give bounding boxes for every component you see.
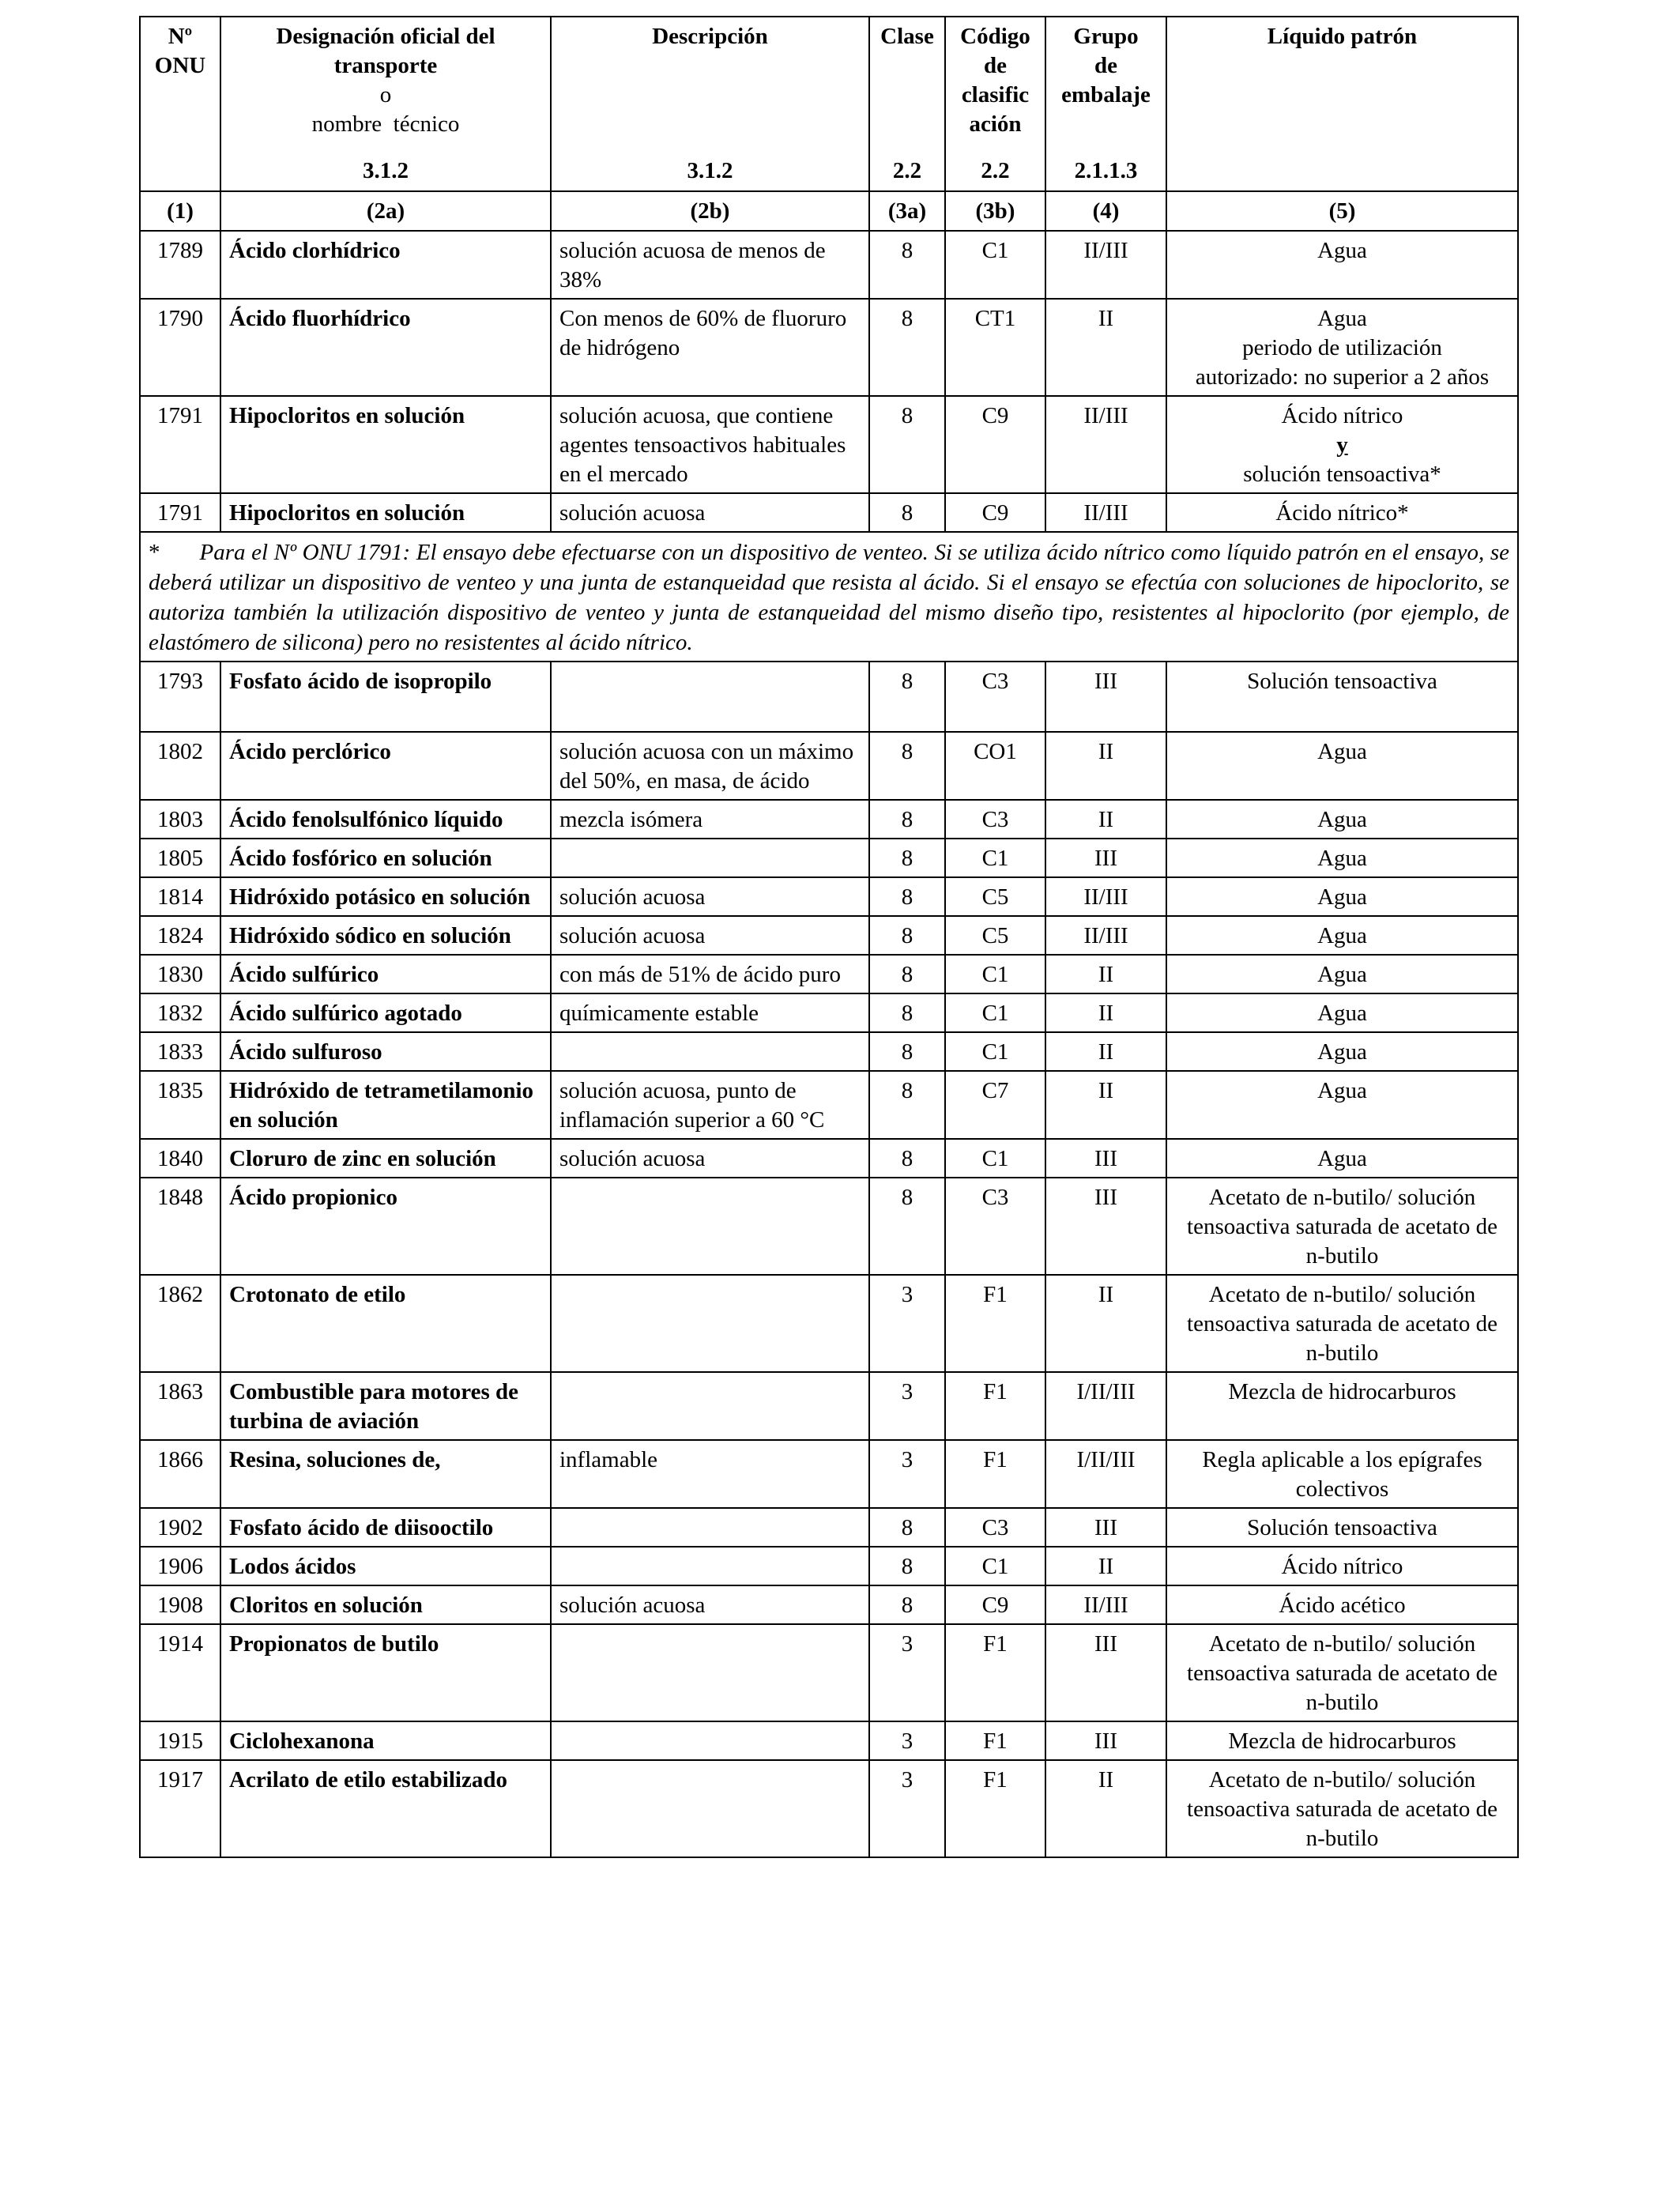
column-number: (5) <box>1166 191 1518 231</box>
class-cell: 8 <box>869 493 945 532</box>
standard-liquid-line: Acetato de n-butilo/ solución tensoactiva saturada de acetato de n-butilo <box>1187 1767 1497 1851</box>
classification-code-cell: C1 <box>945 1547 1045 1585</box>
designation-cell: Crotonato de etilo <box>220 1275 551 1372</box>
header-code-ref: 2.2 <box>981 158 1010 183</box>
designation-cell: Ácido sulfuroso <box>220 1032 551 1071</box>
class-cell: 8 <box>869 231 945 299</box>
standard-liquid-cell <box>1166 1760 1518 1857</box>
un-number-cell: 1832 <box>140 993 220 1032</box>
table-row <box>140 1178 1518 1275</box>
table-row <box>140 877 1518 916</box>
class-cell: 8 <box>869 1547 945 1585</box>
description-cell: con más de 51% de ácido puro <box>551 955 869 993</box>
header-group-ref: 2.1.1.3 <box>1074 158 1138 183</box>
un-number-cell: 1802 <box>140 732 220 800</box>
classification-code-cell: F1 <box>945 1624 1045 1721</box>
packing-group-cell: II <box>1045 1547 1166 1585</box>
classification-code-cell: F1 <box>945 1440 1045 1508</box>
standard-liquid-line: Agua <box>1317 1146 1367 1171</box>
column-number: (4) <box>1045 191 1166 231</box>
description-cell: solución acuosa <box>551 877 869 916</box>
table-row <box>140 955 1518 993</box>
note-text: Para el Nº ONU 1791: El ensayo debe efectuarse con un dispositivo de venteo. Si se utiliza ácido nítrico como líquido patrón en el ensayo, se deberá utilizar un dispositivo de venteo y una junta de estanqueidad que resista al ácido. Si el ensayo se efectúa con soluciones de hipoclorito, se autoriza también la utilización dispositivo de venteo y junta de estanqueidad del mismo diseño tipo, resistentes al hipoclorito (por ejemplo, de elastómero de silicona) pero no resistentes al ácido nítrico. <box>149 540 1509 655</box>
description-cell: Con menos de 60% de fluoruro de hidrógeno <box>551 299 869 396</box>
column-number: (3a) <box>869 191 945 231</box>
classification-code-cell: C5 <box>945 877 1045 916</box>
rows-after-note <box>140 662 1518 1857</box>
standard-liquid-cell <box>1166 955 1518 993</box>
standard-liquid-cell <box>1166 877 1518 916</box>
un-number-cell: 1793 <box>140 662 220 732</box>
standard-liquid-line: autorizado: no superior a 2 años <box>1195 364 1490 390</box>
header-designation-line1: Designación oficial del <box>276 24 495 49</box>
header-code-line2: de <box>984 53 1007 78</box>
description-cell: mezcla isómera <box>551 800 869 839</box>
designation-cell: Hidróxido de tetrametilamonio en solución <box>220 1071 551 1139</box>
un-number-cell: 1840 <box>140 1139 220 1178</box>
un-number-cell: 1791 <box>140 493 220 532</box>
table-row <box>140 1760 1518 1857</box>
standard-liquid-line: Ácido nítrico <box>1281 1554 1403 1579</box>
class-cell: 3 <box>869 1372 945 1440</box>
un-number-cell: 1803 <box>140 800 220 839</box>
un-number-cell: 1866 <box>140 1440 220 1508</box>
classification-code-cell: C1 <box>945 1139 1045 1178</box>
table-row <box>140 916 1518 955</box>
standard-liquid-cell <box>1166 1139 1518 1178</box>
header-liquid-label: Líquido patrón <box>1267 24 1418 49</box>
standard-liquid-line: Acetato de n-butilo/ solución tensoactiva saturada de acetato de n-butilo <box>1187 1282 1497 1366</box>
standard-liquid-cell <box>1166 916 1518 955</box>
standard-liquid-line: solución tensoactiva* <box>1243 462 1441 487</box>
designation-cell: Ácido clorhídrico <box>220 231 551 299</box>
packing-group-cell: II <box>1045 1032 1166 1071</box>
description-cell <box>551 1372 869 1440</box>
description-cell: químicamente estable <box>551 993 869 1032</box>
standard-liquid-line: Regla aplicable a los epígrafes colectivos <box>1202 1447 1482 1502</box>
designation-cell: Fosfato ácido de diisooctilo <box>220 1508 551 1547</box>
classification-code-cell: C1 <box>945 1032 1045 1071</box>
class-cell: 8 <box>869 955 945 993</box>
description-cell <box>551 1721 869 1760</box>
header-description-ref: 3.1.2 <box>687 158 733 183</box>
header-group-line3: embalaje <box>1061 82 1151 107</box>
table-row <box>140 1547 1518 1585</box>
table-row <box>140 1071 1518 1139</box>
standard-liquid-line: Acetato de n-butilo/ solución tensoactiva saturada de acetato de n-butilo <box>1187 1185 1497 1269</box>
standard-liquid-line: Agua <box>1317 846 1367 871</box>
header-code-line1: Código <box>960 24 1030 49</box>
header-code-line4: ación <box>969 111 1022 137</box>
class-cell: 8 <box>869 396 945 493</box>
class-cell: 8 <box>869 916 945 955</box>
note-section <box>140 532 1518 662</box>
classification-code-cell: C7 <box>945 1071 1045 1139</box>
packing-group-cell: III <box>1045 662 1166 732</box>
designation-cell: Hipocloritos en solución <box>220 396 551 493</box>
classification-code-cell: CO1 <box>945 732 1045 800</box>
designation-cell: Hipocloritos en solución <box>220 493 551 532</box>
description-cell: solución acuosa, que contiene agentes tensoactivos habituales en el mercado <box>551 396 869 493</box>
un-number-cell: 1805 <box>140 839 220 877</box>
table-row <box>140 1440 1518 1508</box>
un-number-cell: 1833 <box>140 1032 220 1071</box>
column-number-row <box>140 191 1518 231</box>
un-number-cell: 1835 <box>140 1071 220 1139</box>
standard-liquid-cell <box>1166 993 1518 1032</box>
table-row <box>140 1721 1518 1760</box>
un-number-cell: 1791 <box>140 396 220 493</box>
header-designation-line2: transporte <box>333 53 438 78</box>
table-row <box>140 1032 1518 1071</box>
class-cell: 8 <box>869 299 945 396</box>
un-number-cell: 1906 <box>140 1547 220 1585</box>
designation-cell: Acrilato de etilo estabilizado <box>220 1760 551 1857</box>
class-cell: 3 <box>869 1721 945 1760</box>
classification-code-cell: C5 <box>945 916 1045 955</box>
table-row <box>140 1275 1518 1372</box>
header-designation-line4: nombre técnico <box>311 111 460 137</box>
class-cell: 8 <box>869 1071 945 1139</box>
table-row <box>140 493 1518 532</box>
table-row <box>140 1585 1518 1624</box>
class-cell: 3 <box>869 1440 945 1508</box>
packing-group-cell: II/III <box>1045 916 1166 955</box>
standard-liquid-line: Agua <box>1317 807 1367 832</box>
standard-liquid-line: Agua <box>1317 884 1367 910</box>
packing-group-cell: I/II/III <box>1045 1372 1166 1440</box>
classification-code-cell: F1 <box>945 1760 1045 1857</box>
designation-cell: Hidróxido sódico en solución <box>220 916 551 955</box>
standard-liquid-cell <box>1166 493 1518 532</box>
packing-group-cell: II/III <box>1045 231 1166 299</box>
description-cell: solución acuosa <box>551 493 869 532</box>
standard-liquid-line: Agua <box>1317 1001 1367 1026</box>
designation-cell: Ácido sulfúrico <box>220 955 551 993</box>
description-cell <box>551 1275 869 1372</box>
classification-code-cell: C3 <box>945 1508 1045 1547</box>
standard-liquid-cell <box>1166 1440 1518 1508</box>
classification-code-cell: C3 <box>945 662 1045 732</box>
standard-liquid-cell <box>1166 1585 1518 1624</box>
designation-cell: Cloritos en solución <box>220 1585 551 1624</box>
designation-cell: Combustible para motores de turbina de aviación <box>220 1372 551 1440</box>
description-cell: solución acuosa <box>551 916 869 955</box>
header-description <box>551 17 869 191</box>
description-cell: solución acuosa <box>551 1139 869 1178</box>
description-cell: inflamable <box>551 1440 869 1508</box>
standard-liquid-line: Agua <box>1317 238 1367 263</box>
header-description-label: Descripción <box>652 24 768 49</box>
standard-liquid-line: Mezcla de hidrocarburos <box>1228 1379 1456 1404</box>
classification-code-cell: C9 <box>945 396 1045 493</box>
note-row <box>140 532 1518 662</box>
designation-cell: Propionatos de butilo <box>220 1624 551 1721</box>
un-number-cell: 1814 <box>140 877 220 916</box>
classification-code-cell: C3 <box>945 800 1045 839</box>
classification-code-cell: C1 <box>945 993 1045 1032</box>
standard-liquid-line: Agua <box>1317 1039 1367 1065</box>
packing-group-cell: III <box>1045 839 1166 877</box>
header-group-line1: Grupo <box>1073 24 1139 49</box>
table-row <box>140 1372 1518 1440</box>
packing-group-cell: II/III <box>1045 396 1166 493</box>
description-cell: solución acuosa <box>551 1585 869 1624</box>
table-row <box>140 839 1518 877</box>
designation-cell: Ácido propionico <box>220 1178 551 1275</box>
header-onu-line2: ONU <box>154 53 206 78</box>
standard-liquid-line: Ácido nítrico <box>1281 403 1403 428</box>
standard-liquid-line: y <box>1336 432 1348 458</box>
un-number-cell: 1917 <box>140 1760 220 1857</box>
column-number: (2b) <box>551 191 869 231</box>
description-cell: solución acuosa de menos de 38% <box>551 231 869 299</box>
description-cell: solución acuosa con un máximo del 50%, en masa, de ácido <box>551 732 869 800</box>
standard-liquid-cell <box>1166 1508 1518 1547</box>
un-number-cell: 1848 <box>140 1178 220 1275</box>
description-cell <box>551 1760 869 1857</box>
table-row <box>140 732 1518 800</box>
classification-code-cell: F1 <box>945 1372 1045 1440</box>
standard-liquid-cell <box>1166 299 1518 396</box>
note-cell <box>140 532 1518 662</box>
table-row <box>140 231 1518 299</box>
header-designation-line3: o <box>379 82 392 107</box>
designation-cell: Hidróxido potásico en solución <box>220 877 551 916</box>
standard-liquid-line: Agua <box>1317 1078 1367 1103</box>
packing-group-cell: II <box>1045 1760 1166 1857</box>
description-cell <box>551 839 869 877</box>
description-cell <box>551 662 869 732</box>
table-row <box>140 1508 1518 1547</box>
standard-liquid-cell <box>1166 1721 1518 1760</box>
class-cell: 8 <box>869 1139 945 1178</box>
classification-code-cell: C3 <box>945 1178 1045 1275</box>
packing-group-cell: II <box>1045 1275 1166 1372</box>
classification-code-cell: CT1 <box>945 299 1045 396</box>
class-cell: 3 <box>869 1275 945 1372</box>
designation-cell: Lodos ácidos <box>220 1547 551 1585</box>
standard-liquid-cell <box>1166 839 1518 877</box>
rows-before-note <box>140 231 1518 532</box>
description-cell <box>551 1032 869 1071</box>
packing-group-cell: III <box>1045 1721 1166 1760</box>
standard-liquid-cell <box>1166 231 1518 299</box>
classification-code-cell: F1 <box>945 1721 1045 1760</box>
class-cell: 8 <box>869 662 945 732</box>
header-class-label: Clase <box>880 24 934 49</box>
standard-liquid-cell <box>1166 1178 1518 1275</box>
class-cell: 8 <box>869 1032 945 1071</box>
designation-cell: Ácido fosfórico en solución <box>220 839 551 877</box>
standard-liquid-cell <box>1166 396 1518 493</box>
standard-liquid-cell <box>1166 1275 1518 1372</box>
un-number-cell: 1902 <box>140 1508 220 1547</box>
table-row <box>140 800 1518 839</box>
class-cell: 3 <box>869 1760 945 1857</box>
column-number: (2a) <box>220 191 551 231</box>
un-number-cell: 1908 <box>140 1585 220 1624</box>
designation-cell: Cloruro de zinc en solución <box>220 1139 551 1178</box>
standard-liquid-cell <box>1166 800 1518 839</box>
header-class-ref: 2.2 <box>892 158 922 183</box>
un-number-cell: 1915 <box>140 1721 220 1760</box>
header-designation <box>220 17 551 191</box>
standard-liquid-line: Solución tensoactiva <box>1247 1515 1437 1540</box>
packing-group-cell: II/III <box>1045 493 1166 532</box>
standard-liquid-cell <box>1166 1372 1518 1440</box>
designation-cell: Ácido fluorhídrico <box>220 299 551 396</box>
packing-group-cell: II <box>1045 800 1166 839</box>
header-onu-line1: Nº <box>168 24 193 49</box>
designation-cell: Ácido perclórico <box>220 732 551 800</box>
packing-group-cell: II <box>1045 955 1166 993</box>
description-cell <box>551 1547 869 1585</box>
table-row <box>140 1139 1518 1178</box>
standard-liquid-cell <box>1166 1071 1518 1139</box>
un-number-cell: 1862 <box>140 1275 220 1372</box>
standard-liquid-cell <box>1166 1032 1518 1071</box>
classification-code-cell: C1 <box>945 839 1045 877</box>
description-cell: solución acuosa, punto de inflamación superior a 60 °C <box>551 1071 869 1139</box>
classification-code-cell: C9 <box>945 1585 1045 1624</box>
un-number-cell: 1824 <box>140 916 220 955</box>
class-cell: 8 <box>869 839 945 877</box>
designation-cell: Ácido sulfúrico agotado <box>220 993 551 1032</box>
header-onu <box>140 17 220 191</box>
class-cell: 8 <box>869 1585 945 1624</box>
packing-group-cell: I/II/III <box>1045 1440 1166 1508</box>
standard-liquid-line: Mezcla de hidrocarburos <box>1228 1728 1456 1754</box>
designation-cell: Resina, soluciones de, <box>220 1440 551 1508</box>
packing-group-cell: III <box>1045 1624 1166 1721</box>
standard-liquid-line: Agua <box>1317 962 1367 987</box>
class-cell: 8 <box>869 877 945 916</box>
standard-liquid-cell <box>1166 1547 1518 1585</box>
table-row <box>140 993 1518 1032</box>
standard-liquid-line: Agua <box>1317 923 1367 948</box>
table-row <box>140 299 1518 396</box>
standard-liquid-cell <box>1166 1624 1518 1721</box>
description-cell <box>551 1178 869 1275</box>
standard-liquid-line: Ácido acético <box>1279 1593 1406 1618</box>
packing-group-cell: II/III <box>1045 1585 1166 1624</box>
description-cell <box>551 1624 869 1721</box>
class-cell: 8 <box>869 1178 945 1275</box>
header-packing-group <box>1045 17 1166 191</box>
designation-cell: Ácido fenolsulfónico líquido <box>220 800 551 839</box>
un-number-cell: 1863 <box>140 1372 220 1440</box>
header-classification-code <box>945 17 1045 191</box>
packing-group-cell: III <box>1045 1178 1166 1275</box>
standard-liquid-line: Solución tensoactiva <box>1247 669 1437 694</box>
dangerous-goods-table <box>139 16 1519 1858</box>
standard-liquid-cell <box>1166 662 1518 732</box>
packing-group-cell: III <box>1045 1508 1166 1547</box>
classification-code-cell: C1 <box>945 231 1045 299</box>
header-designation-ref: 3.1.2 <box>363 158 409 183</box>
header-row <box>140 17 1518 191</box>
class-cell: 8 <box>869 1508 945 1547</box>
standard-liquid-cell <box>1166 732 1518 800</box>
standard-liquid-line: Agua <box>1317 306 1367 331</box>
classification-code-cell: C9 <box>945 493 1045 532</box>
un-number-cell: 1790 <box>140 299 220 396</box>
header-group-line2: de <box>1094 53 1117 78</box>
packing-group-cell: III <box>1045 1139 1166 1178</box>
table-row <box>140 396 1518 493</box>
classification-code-cell: F1 <box>945 1275 1045 1372</box>
classification-code-cell: C1 <box>945 955 1045 993</box>
designation-cell: Fosfato ácido de isopropilo <box>220 662 551 732</box>
table-row <box>140 662 1518 732</box>
class-cell: 8 <box>869 993 945 1032</box>
class-cell: 8 <box>869 732 945 800</box>
standard-liquid-line: Agua <box>1317 739 1367 764</box>
standard-liquid-line: periodo de utilización <box>1242 335 1442 360</box>
column-number: (1) <box>140 191 220 231</box>
header-class <box>869 17 945 191</box>
description-cell <box>551 1508 869 1547</box>
packing-group-cell: II <box>1045 732 1166 800</box>
un-number-cell: 1914 <box>140 1624 220 1721</box>
header-code-line3: clasific <box>961 82 1030 107</box>
standard-liquid-line: Ácido nítrico* <box>1275 500 1409 526</box>
packing-group-cell: II <box>1045 993 1166 1032</box>
class-cell: 3 <box>869 1624 945 1721</box>
packing-group-cell: II/III <box>1045 877 1166 916</box>
table-row <box>140 1624 1518 1721</box>
note-marker: * <box>149 540 160 565</box>
un-number-cell: 1830 <box>140 955 220 993</box>
designation-cell: Ciclohexanona <box>220 1721 551 1760</box>
class-cell: 8 <box>869 800 945 839</box>
header-standard-liquid <box>1166 17 1518 191</box>
packing-group-cell: II <box>1045 1071 1166 1139</box>
standard-liquid-line: Acetato de n-butilo/ solución tensoactiva saturada de acetato de n-butilo <box>1187 1631 1497 1715</box>
column-number: (3b) <box>945 191 1045 231</box>
un-number-cell: 1789 <box>140 231 220 299</box>
packing-group-cell: II <box>1045 299 1166 396</box>
